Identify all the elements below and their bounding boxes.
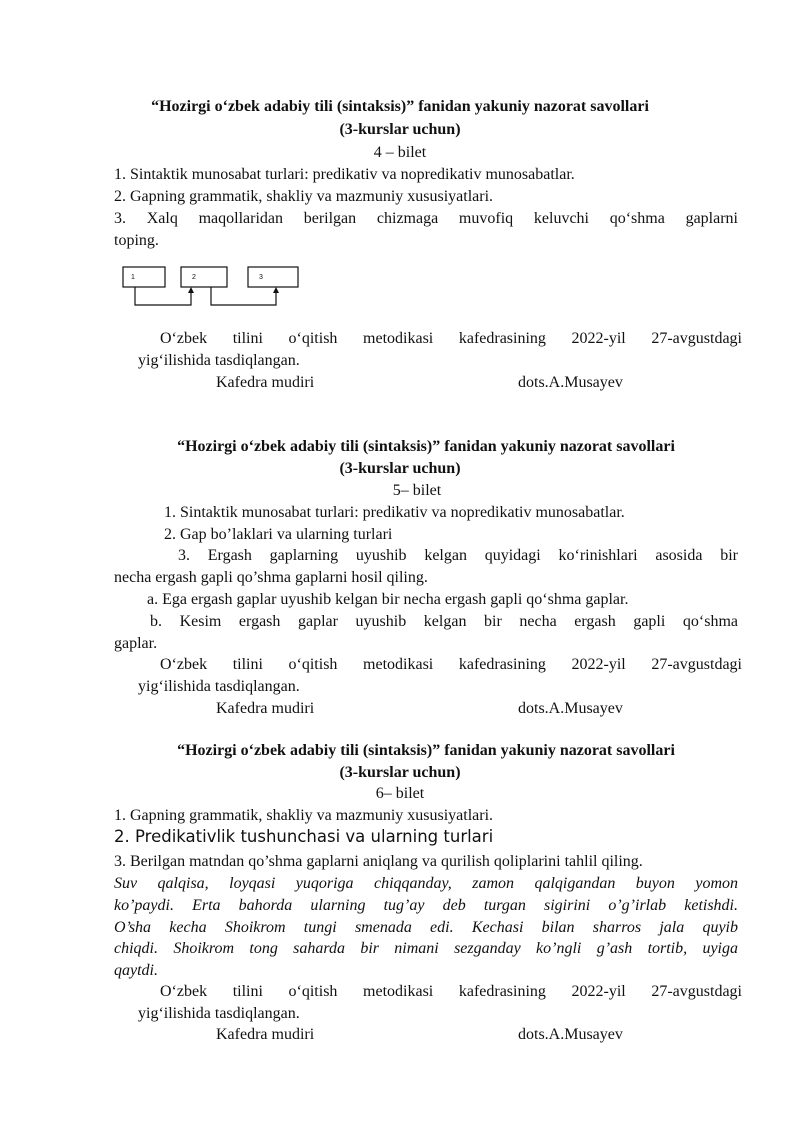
sentence-scheme-diagram <box>118 262 308 312</box>
question-2: 2. Gap bo’laklari va ularning turlari <box>164 526 393 543</box>
head-name: dots.A.Musayev <box>518 374 623 391</box>
ticket-title: “Hozirgi o‘zbek adabiy tili (sintaksis)” fanidan yakuniy nazorat savollari <box>151 98 649 115</box>
question-3: 3. Berilgan matndan qo’shma gaplarni aniqlang va qurilish qoliplarini tahlil qiling. <box>114 853 643 870</box>
approval-line-1: O‘zbek tilini o‘qitish metodikasi kafedrasining 2022-yil 27-avgustdagi <box>160 656 742 673</box>
question-3-line-1: 3. Xalq maqollaridan berilgan chizmaga muvofiq keluvchi qo‘shma gaplarni <box>114 210 738 227</box>
question-3-line-2: necha ergash gapli qo’shma gaplarni hosil qiling. <box>114 569 428 586</box>
ticket-number: 4 – bilet <box>373 144 427 161</box>
ticket-number: 6– bilet <box>375 785 425 802</box>
question-1: 1. Sintaktik munosabat turlari: predikativ va nopredikativ munosabatlar. <box>114 166 575 183</box>
diagram-box-label: 1 <box>131 274 135 281</box>
head-label: Kafedra mudiri <box>216 1026 315 1043</box>
approval-line-1: O‘zbek tilini o‘qitish metodikasi kafedrasining 2022-yil 27-avgustdagi <box>160 983 742 1000</box>
ticket-course: (3-kurslar uchun) <box>339 121 461 138</box>
ticket-title: “Hozirgi o‘zbek adabiy tili (sintaksis)” fanidan yakuniy nazorat savollari <box>177 742 675 759</box>
option-a: a. Ega ergash gaplar uyushib kelgan bir necha ergash gapli qo‘shma gaplar. <box>147 591 629 608</box>
option-b-line-2: gaplar. <box>114 635 158 652</box>
text-line: ko’paydi. Erta bahorda ularning tug’ay deb turgan sigirini o’g’irlab ketishdi. <box>114 897 738 914</box>
head-name: dots.A.Musayev <box>518 700 623 717</box>
head-label: Kafedra mudiri <box>216 700 315 717</box>
ticket-number: 5– bilet <box>392 482 442 499</box>
head-name: dots.A.Musayev <box>518 1026 623 1043</box>
question-1: 1. Gapning grammatik, shakliy va mazmuniy xususiyatlari. <box>114 807 494 824</box>
question-2: 2. Predikativlik tushunchasi va ularning turlari <box>114 827 494 846</box>
question-1: 1. Sintaktik munosabat turlari: predikativ va nopredikativ munosabatlar. <box>164 504 625 521</box>
question-3-line-2: toping. <box>114 232 159 249</box>
question-3-line-1: 3. Ergash gaplarning uyushib kelgan quyidagi ko‘rinishlari asosida bir <box>178 547 738 564</box>
text-line: chiqdi. Shoikrom tong saharda bir nimani sezganday ko’ngli g’ash tortib, uyiga <box>114 940 738 957</box>
text-line: Suv qalqisa, loyqasi yuqoriga chiqqanday, zamon qalqigandan buyon yomon <box>114 875 738 892</box>
question-2: 2. Gapning grammatik, shakliy va mazmuniy xususiyatlari. <box>114 188 494 205</box>
text-line: qaytdi. <box>114 962 158 979</box>
approval-line-2: yig‘ilishida tasdiqlangan. <box>138 352 300 369</box>
approval-line-1: O‘zbek tilini o‘qitish metodikasi kafedrasining 2022-yil 27-avgustdagi <box>160 330 742 347</box>
text-line: O’sha kecha Shoikrom tungi smenada edi. Kechasi bilan sharros jala quyib <box>114 919 738 936</box>
ticket-course: (3-kurslar uchun) <box>339 460 461 477</box>
approval-line-2: yig‘ilishida tasdiqlangan. <box>138 1005 300 1022</box>
option-b-line-1: b. Kesim ergash gaplar uyushib kelgan bir necha ergash gapli qo‘shma <box>150 613 738 630</box>
approval-line-2: yig‘ilishida tasdiqlangan. <box>138 678 300 695</box>
head-label: Kafedra mudiri <box>216 374 315 391</box>
ticket-course: (3-kurslar uchun) <box>339 764 461 781</box>
diagram-box-label: 2 <box>192 274 196 281</box>
ticket-title: “Hozirgi o‘zbek adabiy tili (sintaksis)” fanidan yakuniy nazorat savollari <box>177 438 675 455</box>
diagram-box-label: 3 <box>259 274 263 281</box>
